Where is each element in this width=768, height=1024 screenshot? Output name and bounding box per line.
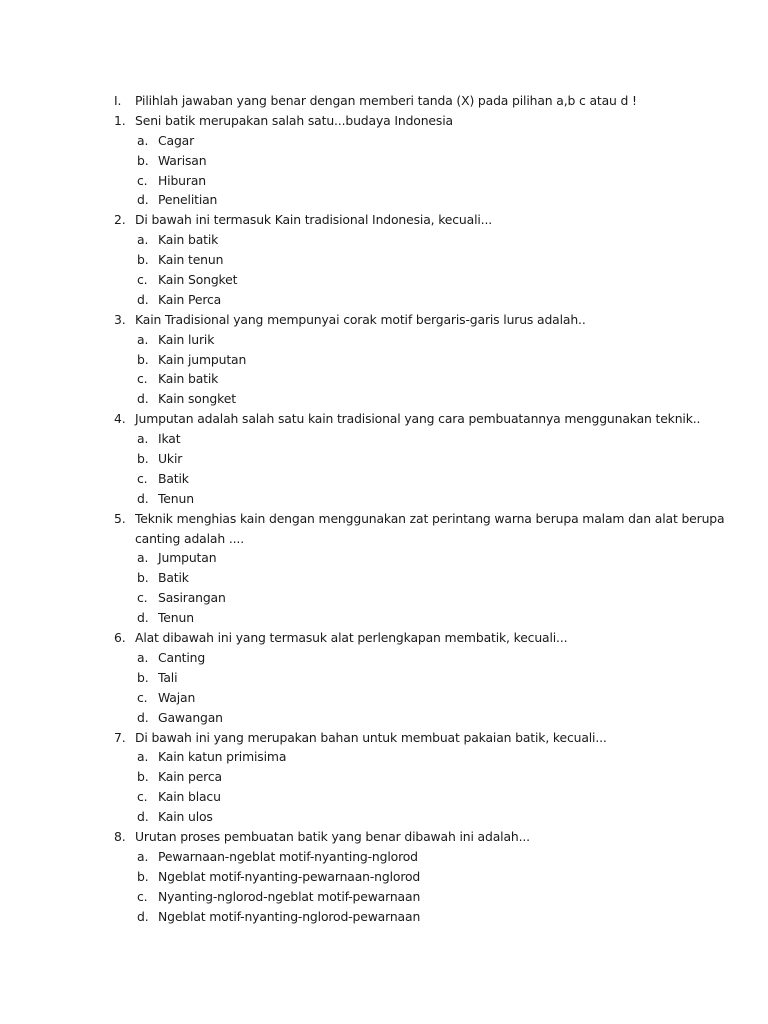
option-letter: a. — [137, 848, 149, 864]
option-text: Kain blacu — [158, 789, 221, 805]
quiz-document — [0, 91, 768, 926]
answer-option[interactable] — [0, 489, 768, 509]
question-number: 2. — [114, 212, 126, 228]
option-text: Kain Perca — [158, 291, 222, 307]
option-text: Kain batik — [158, 232, 219, 248]
answer-option[interactable] — [0, 688, 768, 708]
answer-option[interactable] — [0, 708, 768, 728]
question-text: Jumputan adalah salah satu kain tradisional yang cara pembuatannya menggunakan teknik.. — [135, 411, 701, 427]
option-text: Wajan — [158, 689, 196, 705]
question-number: 4. — [114, 411, 126, 427]
option-letter: d. — [137, 809, 149, 825]
option-text: Canting — [158, 649, 206, 665]
option-letter: b. — [137, 570, 149, 586]
option-letter: d. — [137, 908, 149, 924]
question-text: Teknik menghias kain dengan menggunakan zat perintang warna berupa malam dan alat berupa — [135, 510, 725, 526]
question-item — [0, 310, 768, 409]
option-letter: b. — [137, 351, 149, 367]
instruction-line — [0, 91, 768, 111]
question-text: canting adalah .... — [135, 530, 244, 546]
option-letter: a. — [137, 132, 149, 148]
question-number: 6. — [114, 630, 126, 646]
question-text: Kain Tradisional yang mempunyai corak motif bergaris-garis lurus adalah.. — [135, 311, 586, 327]
option-letter: a. — [137, 331, 149, 347]
question-text: Seni batik merupakan salah satu...budaya Indonesia — [135, 112, 453, 128]
option-text: Kain jumputan — [158, 351, 247, 367]
answer-option[interactable] — [0, 151, 768, 171]
option-letter: d. — [137, 192, 149, 208]
answer-option[interactable] — [0, 230, 768, 250]
option-text: Kain batik — [158, 371, 219, 387]
option-text: Kain lurik — [158, 331, 215, 347]
question-number: 8. — [114, 828, 126, 844]
question-number: 5. — [114, 510, 126, 526]
option-letter: b. — [137, 152, 149, 168]
question-item — [0, 827, 768, 926]
option-text: Tenun — [158, 490, 194, 506]
option-letter: d. — [137, 610, 149, 626]
question-text: Alat dibawah ini yang termasuk alat perlengkapan membatik, kecuali... — [135, 630, 568, 646]
answer-option[interactable] — [0, 131, 768, 151]
answer-option[interactable] — [0, 290, 768, 310]
answer-option[interactable] — [0, 588, 768, 608]
option-text: Batik — [158, 470, 189, 486]
option-letter: a. — [137, 649, 149, 665]
option-text: Pewarnaan-ngeblat motif-nyanting-nglorod — [158, 848, 418, 864]
option-text: Jumputan — [158, 550, 217, 566]
answer-option[interactable] — [0, 608, 768, 628]
option-letter: a. — [137, 431, 149, 447]
question-line — [0, 728, 768, 748]
option-letter: d. — [137, 490, 149, 506]
option-text: Kain tenun — [158, 252, 224, 268]
option-letter: a. — [137, 550, 149, 566]
answer-option[interactable] — [0, 767, 768, 787]
option-text: Ukir — [158, 451, 183, 467]
question-number: 1. — [114, 112, 126, 128]
answer-option[interactable] — [0, 668, 768, 688]
option-text: Warisan — [158, 152, 207, 168]
question-item — [0, 728, 768, 827]
answer-option[interactable] — [0, 548, 768, 568]
question-number: 3. — [114, 311, 126, 327]
answer-option[interactable] — [0, 469, 768, 489]
option-letter: c. — [137, 888, 148, 904]
option-text: Kain ulos — [158, 809, 213, 825]
answer-option[interactable] — [0, 807, 768, 827]
question-item — [0, 509, 768, 628]
option-letter: b. — [137, 868, 149, 884]
option-text: Gawangan — [158, 709, 223, 725]
answer-option[interactable] — [0, 887, 768, 907]
question-line-continued — [0, 529, 768, 549]
option-letter: c. — [137, 789, 148, 805]
question-text: Di bawah ini termasuk Kain tradisional Indonesia, kecuali... — [135, 212, 493, 228]
option-text: Tenun — [158, 610, 194, 626]
answer-option[interactable] — [0, 250, 768, 270]
answer-option[interactable] — [0, 350, 768, 370]
option-letter: c. — [137, 470, 148, 486]
option-letter: b. — [137, 451, 149, 467]
answer-option[interactable] — [0, 369, 768, 389]
answer-option[interactable] — [0, 568, 768, 588]
option-text: Ngeblat motif-nyanting-pewarnaan-nglorod — [158, 868, 421, 884]
option-letter: d. — [137, 291, 149, 307]
option-text: Nyanting-nglorod-ngeblat motif-pewarnaan — [158, 888, 421, 904]
question-line — [0, 509, 768, 529]
option-text: Kain perca — [158, 769, 222, 785]
question-line — [0, 628, 768, 648]
question-item — [0, 111, 768, 210]
option-letter: c. — [137, 689, 148, 705]
question-number: 7. — [114, 729, 126, 745]
question-line — [0, 827, 768, 847]
answer-option[interactable] — [0, 648, 768, 668]
option-letter: b. — [137, 769, 149, 785]
answer-option[interactable] — [0, 389, 768, 409]
question-line — [0, 210, 768, 230]
instruction-text: Pilihlah jawaban yang benar dengan memberi tanda (X) pada pilihan a,b c atau d ! — [135, 93, 637, 108]
question-line — [0, 409, 768, 429]
option-letter: a. — [137, 232, 149, 248]
option-letter: d. — [137, 391, 149, 407]
question-item — [0, 409, 768, 508]
option-text: Kain katun primisima — [158, 749, 287, 765]
option-letter: c. — [137, 371, 148, 387]
answer-option[interactable] — [0, 330, 768, 350]
option-text: Tali — [158, 669, 178, 685]
option-text: Batik — [158, 570, 189, 586]
option-letter: d. — [137, 709, 149, 725]
option-text: Penelitian — [158, 192, 218, 208]
answer-option[interactable] — [0, 867, 768, 887]
option-letter: b. — [137, 252, 149, 268]
question-item — [0, 628, 768, 727]
answer-option[interactable] — [0, 907, 768, 927]
answer-option[interactable] — [0, 270, 768, 290]
answer-option[interactable] — [0, 449, 768, 469]
answer-option[interactable] — [0, 171, 768, 191]
question-text: Di bawah ini yang merupakan bahan untuk membuat pakaian batik, kecuali... — [135, 729, 607, 745]
option-letter: a. — [137, 749, 149, 765]
question-line — [0, 111, 768, 131]
answer-option[interactable] — [0, 847, 768, 867]
question-line — [0, 310, 768, 330]
option-letter: c. — [137, 590, 148, 606]
question-item — [0, 210, 768, 309]
option-text: Ngeblat motif-nyanting-nglorod-pewarnaan — [158, 908, 421, 924]
option-text: Hiburan — [158, 172, 206, 188]
question-list — [0, 111, 768, 927]
answer-option[interactable] — [0, 190, 768, 210]
option-letter: c. — [137, 272, 148, 288]
option-letter: b. — [137, 669, 149, 685]
answer-option[interactable] — [0, 787, 768, 807]
answer-option[interactable] — [0, 747, 768, 767]
option-text: Sasirangan — [158, 590, 226, 606]
option-text: Kain songket — [158, 391, 236, 407]
option-letter: c. — [137, 172, 148, 188]
option-text: Ikat — [158, 431, 181, 447]
question-text: Urutan proses pembuatan batik yang benar dibawah ini adalah... — [135, 828, 530, 844]
option-text: Kain Songket — [158, 272, 238, 288]
section-marker: I. — [114, 93, 122, 108]
option-text: Cagar — [158, 132, 195, 148]
answer-option[interactable] — [0, 429, 768, 449]
